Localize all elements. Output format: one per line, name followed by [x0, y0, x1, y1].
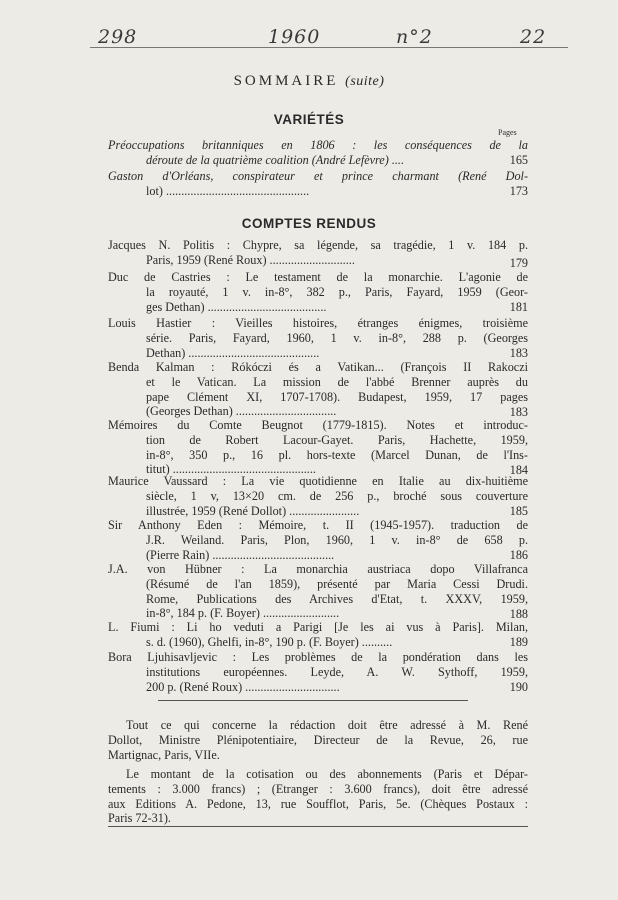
page-number: 181 — [509, 300, 528, 314]
notice-line: Martignac, Paris, VIIe. — [108, 747, 220, 762]
subscription-notice — [108, 767, 528, 826]
entry-line: tion de Robert Lacour-Gayet. Paris, Hachette, 1959, — [146, 432, 528, 447]
entry-line: série. Paris, Fayard, 1960, 1 v. in-8°, 288 p. (Georges — [146, 330, 528, 345]
toc-entry — [108, 360, 528, 419]
page-number: 184 — [509, 463, 528, 477]
handwritten-underline — [90, 47, 568, 48]
entry-line: Louis Hastier : Vieilles histoires, étranges énigmes, troisième — [108, 316, 528, 330]
page-number: 189 — [509, 635, 528, 649]
entry-line: J.R. Weiland. Paris, Plon, 1960, 1 v. in-8° de 658 p. — [146, 532, 528, 547]
toc-entry — [108, 518, 528, 562]
entry-line: Benda Kalman : Rókóczi és a Vatikan... (François II Rakoczi — [108, 360, 528, 374]
toc-entry — [108, 270, 528, 314]
entry-line: Maurice Vaussard : La vie quotidienne en Italie au dix-huitième — [108, 474, 528, 488]
entry-line: Duc de Castries : Le testament de la monarchie. L'agonie de — [108, 270, 528, 284]
notice-line: Paris 72-31). — [108, 811, 171, 826]
entry-line: L. Fiumi : Li ho veduti a Parigi [Je les ai vus à Paris]. Milan, — [108, 620, 528, 634]
entry-line: pape Clément XI, 1707-1708). Budapest, 1959, 17 pages — [146, 389, 528, 404]
entry-line: J.A. von Hübner : La monarchia austriaca dopo Villafranca — [108, 562, 528, 576]
toc-entry — [108, 562, 528, 621]
notice-line: tements : 3.000 francs) ; (Etranger : 3.600 francs), doit être adressé — [108, 781, 528, 796]
toc-entry — [108, 650, 528, 694]
entry-line: et le Vatican. La mission de l'abbé Brenner auprès du — [146, 374, 528, 389]
page-number: 183 — [509, 346, 528, 360]
entry-line: Préoccupations britanniques en 1806 : les conséquences de la — [108, 138, 528, 152]
page-number: 165 — [509, 153, 528, 167]
entry-line: Sir Anthony Eden : Mémoire, t. II (1945-1957). traduction de — [108, 518, 528, 532]
entry-line: lot) ............................................... — [146, 183, 310, 198]
entry-line: déroute de la quatrième coalition (André Lefèvre) .... — [146, 152, 405, 167]
page-number: 190 — [509, 680, 528, 694]
toc-entry — [108, 474, 528, 518]
page-number: 188 — [509, 607, 528, 621]
handwritten-number: 298 — [98, 26, 138, 48]
entry-line: Rome, Publications des Archives d'Etat, t. XXXV, 1959, — [146, 591, 528, 606]
bottom-rule — [108, 826, 528, 827]
toc-entry — [108, 169, 528, 199]
notice-line: aux Editions A. Pedone, 13, rue Soufflot, Paris, 5e. (Chèques Postaux : — [108, 796, 528, 811]
handwritten-page: 22 — [520, 26, 547, 48]
separator-rule — [158, 700, 468, 701]
page-title — [0, 73, 618, 90]
entry-line: (Résumé de l'an 1859), présenté par Maria Cessi Drudi. — [146, 576, 528, 591]
entry-line: Gaston d'Orléans, conspirateur et prince charmant (René Dol- — [108, 169, 528, 183]
notice-line: Le montant de la cotisation ou des abonnements (Paris et Dépar- — [126, 767, 528, 781]
toc-entry — [108, 316, 528, 360]
entry-line: Paris, 1959 (René Roux) ............................ — [146, 252, 355, 267]
pages-column-label: Pages — [498, 128, 517, 137]
entry-line: in-8°, 350 p., 16 pl. hors-texte (Marcel Dunan, de l'Ins- — [146, 447, 528, 462]
entry-line: ges Dethan) ....................................... — [146, 299, 327, 314]
title-main: SOMMAIRE — [233, 73, 339, 89]
toc-entry — [108, 620, 528, 650]
section-heading-varietes: VARIÉTÉS — [273, 112, 345, 127]
entry-line: s. d. (1960), Ghelfi, in-8°, 190 p. (F. Boyer) .......... — [146, 634, 393, 649]
page-number: 179 — [509, 256, 528, 270]
entry-line: titut) ............................................... — [146, 462, 316, 477]
entry-line: Mémoires du Comte Beugnot (1779-1815). Notes et introduc- — [108, 418, 528, 432]
entry-line: 200 p. (René Roux) ............................... — [146, 679, 340, 694]
entry-line: la royauté, 1 v. in-8°, 382 p., Paris, Fayard, 1959 (Geor- — [146, 284, 528, 299]
notice-line: Dollot, Ministre Plénipotentiaire, Directeur de la Revue, 26, rue — [108, 732, 528, 747]
entry-line: Jacques N. Politis : Chypre, sa légende, sa tragédie, 1 v. 184 p. — [108, 238, 528, 252]
entry-line: (Pierre Rain) ........................................ — [146, 547, 335, 562]
entry-line: Bora Ljuhisavljevic : Les problèmes de la pondération dans les — [108, 650, 528, 664]
page-number: 186 — [509, 548, 528, 562]
entry-line: institutions européennes. Leyde, A. W. Sythoff, 1959, — [146, 664, 528, 679]
notice-line: Tout ce qui concerne la rédaction doit être adressé à M. René — [126, 718, 528, 732]
entry-line: Dethan) ........................................... — [146, 345, 320, 360]
toc-entry — [108, 238, 528, 268]
editorial-notice — [108, 718, 528, 762]
toc-entry — [108, 418, 528, 477]
handwritten-year: 1960 — [268, 26, 321, 48]
entry-line: siècle, 1 v, 13×20 cm. de 256 p., broché sous couverture — [146, 488, 528, 503]
title-suffix: (suite) — [345, 74, 385, 89]
entry-line: (Georges Dethan) ................................. — [146, 404, 337, 419]
entry-line: illustrée, 1959 (René Dollot) ....................... — [146, 503, 360, 518]
page-number: 183 — [509, 405, 528, 419]
handwritten-issue: n°2 — [396, 26, 433, 48]
entry-line: in-8°, 184 p. (F. Boyer) ......................... — [146, 606, 340, 621]
section-heading-comptes: COMPTES RENDUS — [241, 216, 377, 231]
page-number: 173 — [509, 184, 528, 198]
toc-entry — [108, 138, 528, 168]
page-number: 185 — [509, 504, 528, 518]
